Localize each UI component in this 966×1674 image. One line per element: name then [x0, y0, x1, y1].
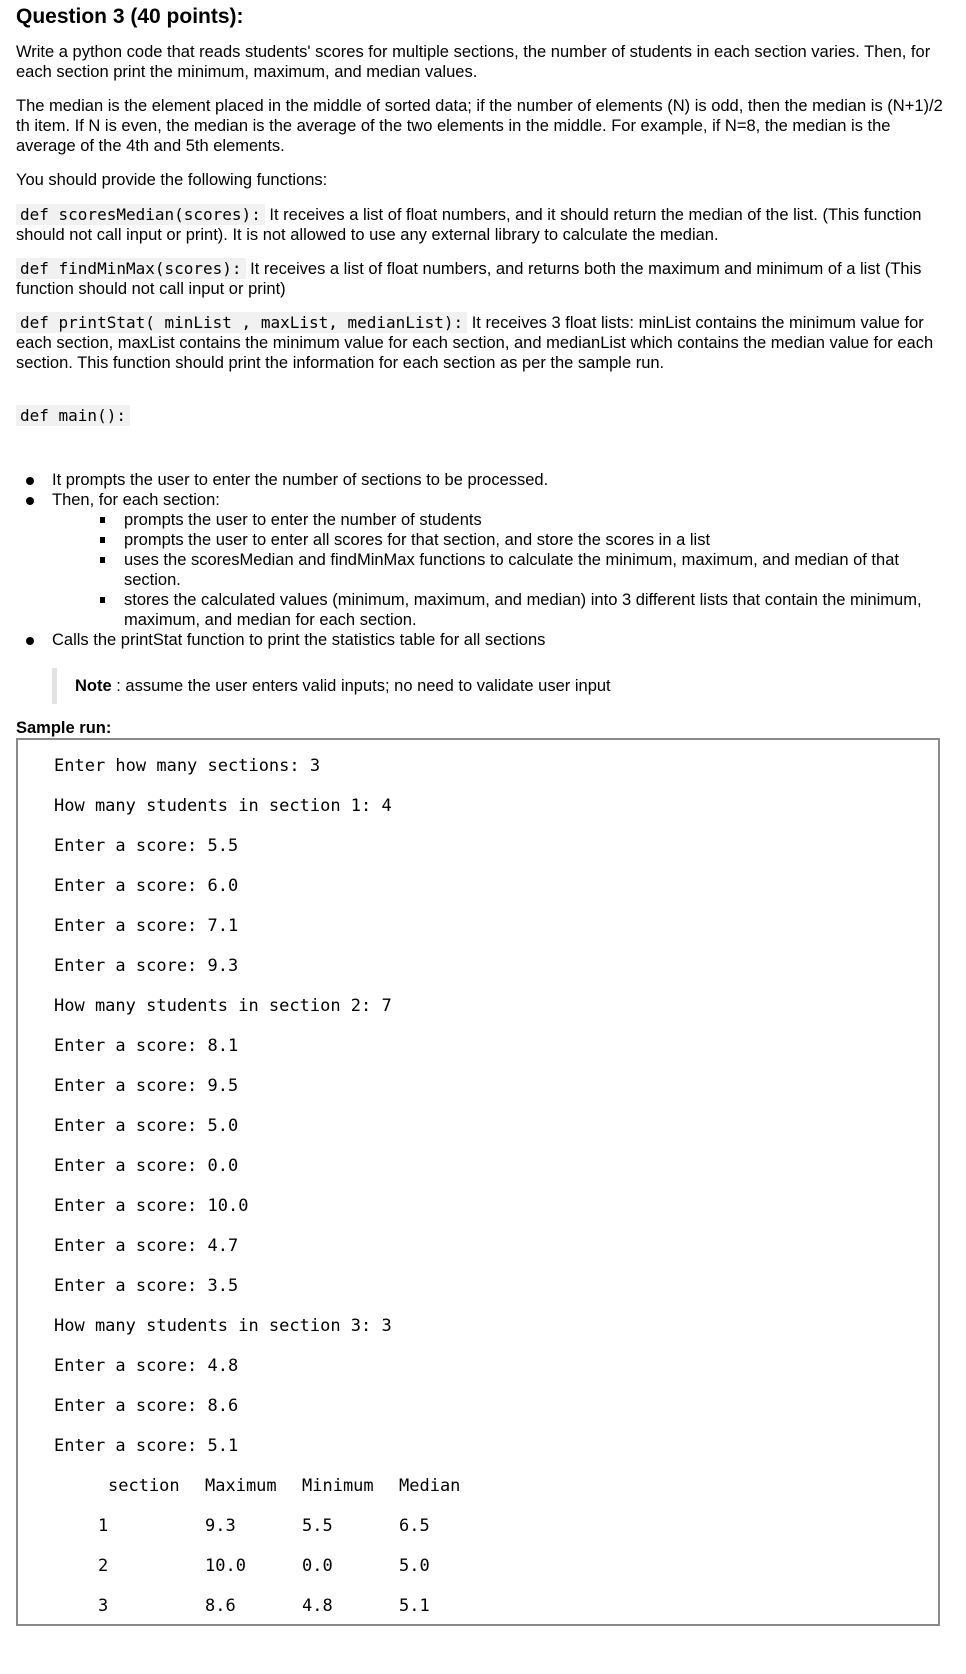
- function-findminmax: [16, 259, 944, 299]
- stat-header-section: section: [108, 1476, 180, 1496]
- stat-cell-minimum: 0.0: [302, 1556, 333, 1576]
- sample-run-label: Sample run:: [16, 719, 112, 737]
- stat-header-minimum: Minimum: [302, 1476, 374, 1496]
- main-steps-list: [16, 470, 944, 650]
- median-definition: The median is the element placed in the middle of sorted data; if the number of elements (N) is odd, then the median is (N+1)/2 th item. If N is even, the median is the average of the two elements in the middle. For example, if N=8, the median is the average of the 4th and 5th elements.: [16, 97, 943, 155]
- printstat-signature: def printStat( minList , maxList, medianList):: [16, 312, 467, 333]
- bullet-icon: [26, 477, 34, 485]
- section-substeps-list: [52, 510, 944, 630]
- output-line: Enter a score: 4.8: [54, 1356, 239, 1376]
- list-item: Then, for each section: prompts the user to enter the number of students prompts the user to enter all scores for that section, and store the scores in a list uses the scoresMedian and findMinMax functions to calculate the minimum, maximum, and median of that section. stores the calculated values (minimum, maximum, and median) into 3 different lists that contain the minimum, maximum, and median for each section.: [16, 490, 944, 630]
- output-line: How many students in section 1: 4: [54, 796, 392, 816]
- output-line: Enter a score: 5.5: [54, 836, 239, 856]
- output-line: Enter a score: 7.1: [54, 916, 239, 936]
- functions-intro: You should provide the following functions:: [16, 171, 328, 189]
- output-line: Enter a score: 5.1: [54, 1436, 239, 1456]
- output-line: Enter a score: 8.1: [54, 1036, 239, 1056]
- findminmax-signature: def findMinMax(scores):: [16, 258, 246, 279]
- output-line: How many students in section 2: 7: [54, 996, 392, 1016]
- scoresmedian-signature: def scoresMedian(scores):: [16, 204, 265, 225]
- function-printstat: [16, 313, 944, 373]
- note-label: Note: [75, 677, 112, 695]
- stat-header-median: Median: [399, 1476, 461, 1496]
- list-item: uses the scoresMedian and findMinMax functions to calculate the minimum, maximum, and median of that section.: [52, 550, 944, 590]
- stat-cell-maximum: 10.0: [205, 1556, 246, 1576]
- list-item: prompts the user to enter the number of students: [52, 510, 944, 530]
- stat-cell-maximum: 9.3: [205, 1516, 236, 1536]
- function-main: [16, 406, 944, 426]
- stat-cell-section: 2: [98, 1556, 109, 1576]
- question-title: Question 3 (40 points):: [16, 5, 244, 28]
- printstat-description: It receives 3 float lists: minList contains the minimum value for each section, maxList contains the minimum value for each section, and medianList which contains the median value for each section. This function should print the information for each section as per the sample run.: [16, 314, 934, 372]
- stat-cell-minimum: 4.8: [302, 1596, 333, 1616]
- stat-header-maximum: Maximum: [205, 1476, 277, 1496]
- output-line: Enter a score: 5.0: [54, 1116, 239, 1136]
- stat-cell-minimum: 5.5: [302, 1516, 333, 1536]
- stat-cell-maximum: 8.6: [205, 1596, 236, 1616]
- output-line: Enter a score: 9.3: [54, 956, 239, 976]
- scoresmedian-description: It receives a list of float numbers, and it should return the median of the list. (This function should not call input or print). It is not allowed to use any external library to calculate the median.: [16, 206, 922, 244]
- list-item: prompts the user to enter all scores for that section, and store the scores in a list: [52, 530, 944, 550]
- bullet-icon: [26, 497, 34, 505]
- output-line: Enter how many sections: 3: [54, 756, 321, 776]
- main-signature: def main():: [16, 405, 130, 426]
- output-line: Enter a score: 6.0: [54, 876, 239, 896]
- stat-cell-median: 5.0: [399, 1556, 430, 1576]
- stat-cell-median: 6.5: [399, 1516, 430, 1536]
- output-line: Enter a score: 8.6: [54, 1396, 239, 1416]
- output-line: How many students in section 3: 3: [54, 1316, 392, 1336]
- output-line: Enter a score: 3.5: [54, 1276, 239, 1296]
- note-text: : assume the user enters valid inputs; no need to validate user input: [111, 677, 611, 695]
- output-line: Enter a score: 9.5: [54, 1076, 239, 1096]
- list-item: stores the calculated values (minimum, maximum, and median) into 3 different lists that contain the minimum, maximum, and median for each section.: [52, 590, 944, 630]
- stat-cell-section: 1: [98, 1516, 109, 1536]
- square-bullet-icon: [100, 597, 105, 603]
- square-bullet-icon: [100, 557, 105, 563]
- bullet-icon: [26, 637, 34, 645]
- square-bullet-icon: [100, 537, 105, 543]
- output-line: Enter a score: 10.0: [54, 1196, 249, 1216]
- stat-cell-section: 3: [98, 1596, 109, 1616]
- output-line: Enter a score: 4.7: [54, 1236, 239, 1256]
- function-scoresmedian: [16, 205, 944, 245]
- square-bullet-icon: [100, 517, 105, 523]
- sample-run-output: [16, 738, 940, 1626]
- list-item: Calls the printStat function to print the statistics table for all sections: [16, 630, 944, 650]
- findminmax-description: It receives a list of float numbers, and returns both the maximum and minimum of a list (This function should not call input or print): [16, 260, 922, 298]
- note-blockquote: [52, 668, 611, 704]
- list-item: It prompts the user to enter the number of sections to be processed.: [16, 470, 944, 490]
- stat-cell-median: 5.1: [399, 1596, 430, 1616]
- output-line: Enter a score: 0.0: [54, 1156, 239, 1176]
- intro-paragraph: Write a python code that reads students' scores for multiple sections, the number of students in each section varies. Then, for each section print the minimum, maximum, and median values.: [16, 43, 931, 81]
